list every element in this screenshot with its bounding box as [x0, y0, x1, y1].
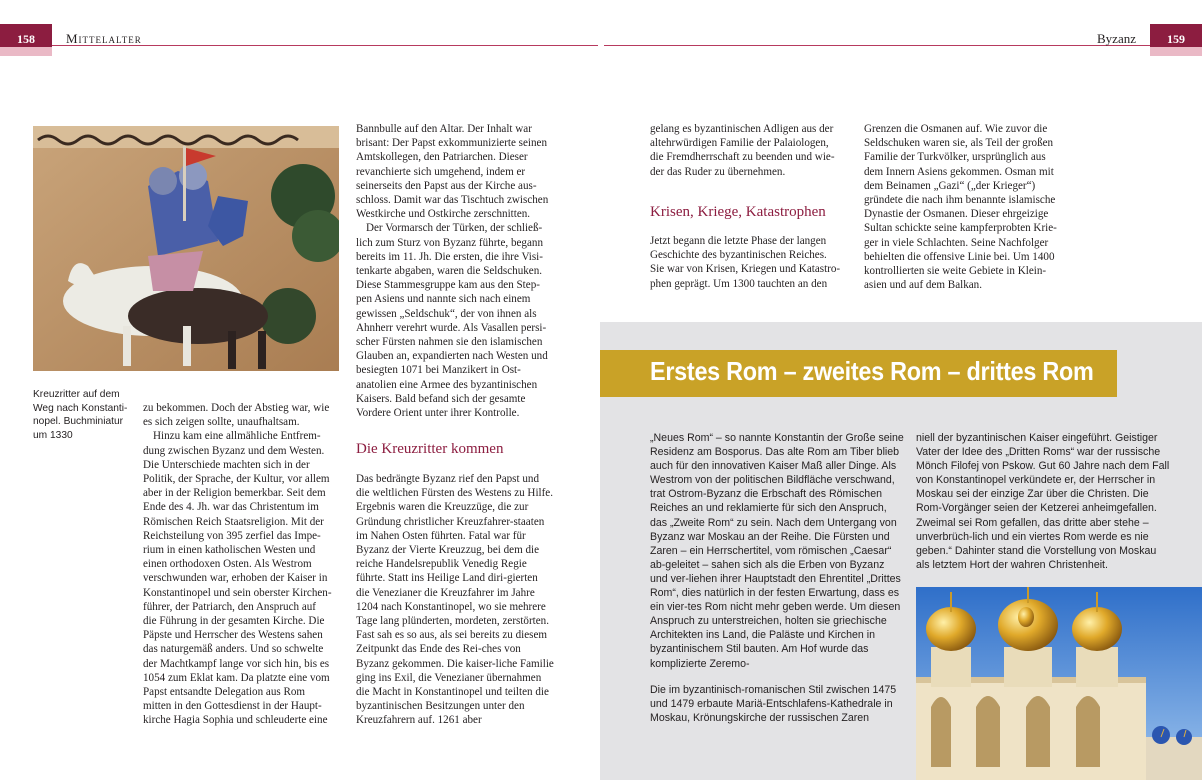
cathedral-photo: [916, 587, 1202, 780]
section-heading-kreuzritter: Die Kreuzritter kommen: [356, 441, 504, 457]
right-column-1-top-text: gelang es byzantinischen Adligen aus der altehrwürdigen Familie der Palaiologen, die Fremdherrschaft zu beenden und wie-der das Ruder zu übernehmen.: [650, 123, 835, 178]
info-box-title: Erstes Rom – zweites Rom – drittes Rom: [650, 356, 1094, 386]
paragraph: Hinzu kam eine allmähliche Entfrem-dung zwischen Byzanz und dem Westen. Die Unterschiede machten sich in der Politik, der Sprache, der Kultur, vor allem aber in der Religion bemerkbar. Seit dem Ende des 4. Jh. war das Christentum im Römischen Reich Staatsreligion. Mit der Reichsteilung von 395 zerfiel das Impe-rium in einen katholischen Westen und einen orthodoxen Osten. Als Westrom verschwunden war, erhoben der Kaiser in Konstantinopel und sein oberster Kirchen-führer, der Patriarch, den Anspruch auf die Führung in der gesamten Kirche. Die Päpste und Herrscher des Westens sahen das naturgemäß anders. Und so schwelte der Machtkampf lange vor sich hin, bis es 1054 zum Eklat kam. Da platzte eine vom Papst entsandte Delegation aus Rom mitten in den Gottesdienst in der Haupt-kirche Hagia Sophia und schleuderte eine: [143, 430, 332, 727]
left-column-2-text: [356, 122, 554, 420]
image-caption: Kreuzritter auf dem Weg nach Konstanti-nopel. Buchminiatur um 1330: [33, 389, 128, 441]
paragraph: Bannbulle auf den Altar. Der Inhalt war brisant: Der Papst exkommunizierte seinen Amtskollegen, den Patriarchen. Dieser revanchierte sich umgehend, indem er seinerseits den Papst aus der Kirche aus-schloss. Damit war das Tischtuch zwischen Westkirche und Ostkirche zerschnitten.: [356, 123, 549, 221]
paragraph: Der Vormarsch der Türken, der schließ-lich zum Sturz von Byzanz führte, begann bereits im 11. Jh. Die ersten, die ihre Visi-tenkarte abgaben, waren die Seldschuken. Diese Stammesgruppe kam aus den Step-pen Asiens und nannte sich nach einem gewissen „Seldschuk“, der von ihnen als Ahnherr verehrt wurde. Als Vasallen persi-scher Fürsten nahmen sie den islamischen Glauben an, expandierten nach Westen und besiegten 1071 bei Manzikert in Ost-anatolien eine Armee des byzantinischen Kaisers. Bald befand sich der gesamte Vordere Orient unter ihrer Kontrolle.: [356, 222, 548, 420]
left-column-1-text: [143, 401, 332, 728]
crusader-miniature-image: [33, 126, 339, 371]
left-running-title: Mittelalter: [66, 31, 142, 46]
cathedral-photo-caption: Die im byzantinisch-romanischen Stil zwischen 1475 und 1479 erbaute Mariä-Entschlafens-Kathedrale in Moskau, Krönungskirche der russischen Zaren: [650, 684, 897, 725]
paragraph: zu bekommen. Doch der Abstieg war, wie es sich zeigen sollte, unaufhaltsam.: [143, 402, 330, 429]
right-page-tab-accent: [1150, 47, 1202, 56]
left-page-tab-accent: [0, 47, 52, 56]
info-box-column-2: niell der byzantinischen Kaiser eingeführt. Geistiger Vater der Idee des „Dritten Roms“ war der russische Mönch Filofej von Pskow. Gut 60 Jahre nach dem Fall von Konstantinopel verkündete er, der Herrscher in Moskau sei der einzige Zar über die Christen. Die Rom-Vorgänger seien der Ketzerei anheimgefallen. Zweimal sei Rom gefallen, das dritte aber stehe – unverbrüch-lich und ein viertes Rom werde es nie geben.“ Dahinter stand die Vorstellung von Moskau als letztem Hort der wahren Christenheit.: [916, 432, 1170, 571]
info-box-column-1: „Neues Rom“ – so nannte Konstantin der Große seine Residenz am Bosporus. Das alte Rom am Tiber blieb auch für den innovativen Kaiser Maß aller Dinge. Als Westrom von der politischen Bildfläche verschwand, trat Ostrom-Byzanz die Erbschaft des Römischen Reiches an und reklamierte für sich den Anspruch, das „Zweite Rom“ zu sein. Nach dem Untergang von Byzanz war Moskau an der Reihe. Die Fürsten und Zaren – ein Herrschertitel, vom römischen „Caesar“ ab-geleitet – sahen sich als die Erben von Byzanz und ver-liehen ihrer Hauptstadt den Ehrentitel „Drittes Rom“, dies natürlich in der festen Erwartung, dass es ein vier-tes Rom nicht mehr geben werde. Um diesen Anspruch zu unterstreichen, holten sie griechische Architekten ins Land, die Paläste und Kirchen in byzantinischem Stil bauten. Am Hof wurde das komplizierte Zeremo-: [650, 432, 904, 670]
right-column-1-bottom-text: Jetzt begann die letzte Phase der langen Geschichte des byzantinischen Reiches. Sie war von Krisen, Kriegen und Katastro-phen geprägt. Um 1300 tauchten an den: [650, 235, 841, 290]
left-page-number: 158: [0, 24, 52, 55]
right-header-rule: [604, 45, 1150, 46]
right-column-2-text: Grenzen die Osmanen auf. Wie zuvor die Seldschuken waren sie, als Teil der großen Familie der Turkvölker, ursprünglich aus dem Innern Asiens gekommen. Osman mit dem Beinamen „Gazi“ („der Krieger“) gründete die nach ihm benannte islamische Dynastie der Osmanen. Dieser ehrgeizige Sultan schickte seine kampferprobten Krie-ger in viele Schlachten. Seine Nachfolger behielten die offensive Linie bei. Um 1400 kontrollierten sie weite Gebiete in Klein-asien und auf dem Balkan.: [864, 123, 1057, 292]
left-column-2-bottom-text: Das bedrängte Byzanz rief den Papst und die weltlichen Fürsten des Westens zu Hilfe. Ergebnis waren die Kreuzzüge, die zur Gründung christlicher Kreuzfahrer-staaten im Nahen Osten führten. Fatal war für Byzanz der Vierte Kreuzzug, bei dem die reiche Handelsrepublik Venedig Regie führte. Statt ins Heilige Land diri-gierten die Venezianer die Kreuzfahrer im Jahre 1204 nach Konstantinopel, wo sie mehrere Tage lang plünderten, mordeten, zerstörten. Fast sah es so aus, als sei bereits zu diesem Zeitpunkt das Ende des Rei-ches von Byzanz gekommen. Die kaiser-liche Familie ging ins Exil, die Venezianer übernahmen die Macht in Konstantinopel und teilten die byzantinischen Besitzungen unter den Kreuzfahrern auf. 1261 aber: [356, 473, 554, 727]
right-running-title: Byzanz: [1097, 31, 1136, 46]
right-page-number: 159: [1150, 24, 1202, 55]
section-heading-krisen: Krisen, Kriege, Katastrophen: [650, 204, 826, 220]
